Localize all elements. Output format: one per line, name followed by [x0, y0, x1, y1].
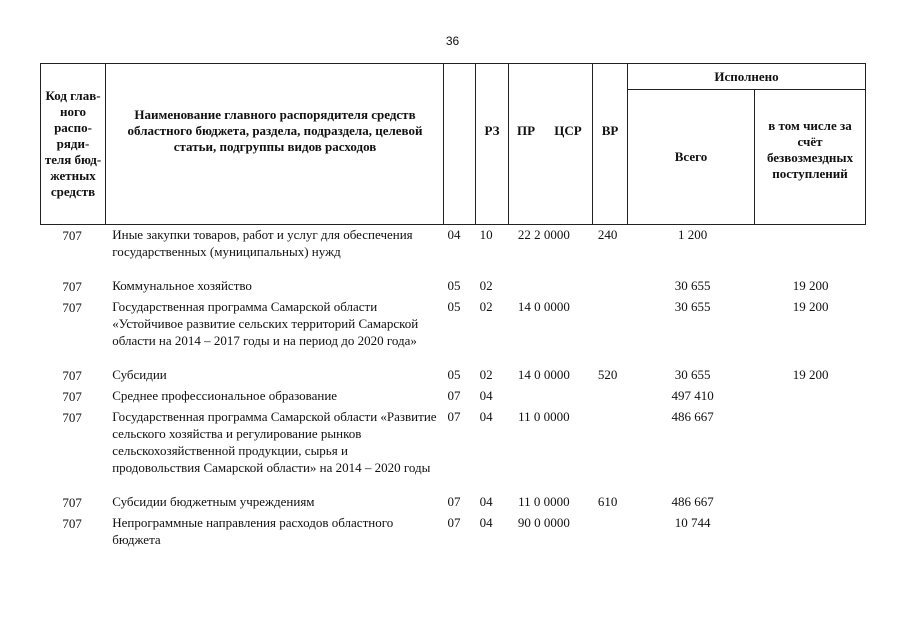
cell-total: 1 200 [677, 227, 708, 242]
table-header [40, 63, 866, 225]
cell-total: 30 655 [674, 278, 711, 293]
cell-csr [502, 387, 585, 405]
table-row [40, 366, 866, 384]
page-number: 36 [445, 34, 460, 48]
cell-rz: 07 [447, 388, 461, 403]
cell-free: 19 200 [792, 278, 829, 293]
cell-csr [502, 277, 585, 295]
cell-pr: 04 [479, 409, 493, 424]
cell-code: 707 [62, 516, 82, 531]
cell-rz: 07 [447, 409, 461, 424]
cell-total: 30 655 [674, 299, 711, 314]
cell-name: Субсидии бюджетным учреждениям [112, 494, 315, 509]
cell-rz: 05 [447, 299, 461, 314]
cell-free [755, 387, 866, 405]
cell-free [755, 408, 866, 476]
header-free: в том числе за счёт безвозмездных поступлений [766, 118, 854, 181]
cell-name: Иные закупки товаров, работ и услуг для обеспечения государственных (муниципальных) нужд [112, 227, 413, 259]
cell-rz: 04 [447, 227, 461, 242]
cell-pr: 04 [479, 388, 493, 403]
header-rz: РЗ [484, 123, 500, 138]
cell-code: 707 [62, 495, 82, 510]
cell-pr: 04 [479, 494, 493, 509]
cell-rz: 05 [447, 367, 461, 382]
header-name: Наименование главного распорядителя средств областного бюджета, раздела, подраздела, целевой статьи, подгруппы видов расходов [127, 107, 423, 154]
table-row [40, 514, 866, 548]
cell-vr: 240 [597, 227, 618, 242]
cell-rz: 07 [447, 515, 461, 530]
cell-vr [585, 387, 629, 405]
table-row [40, 277, 866, 295]
cell-vr: 520 [597, 367, 618, 382]
cell-name: Субсидии [112, 367, 167, 382]
table-body [40, 226, 866, 548]
cell-csr: 11 0 0000 [518, 409, 570, 424]
cell-pr: 02 [479, 299, 493, 314]
cell-name: Государственная программа Самарской области «Развитие сельского хозяйства и регулирование рынков сельскохозяйственной продукции, сырья и продовольствия Самарской области» на 2014 – 2020 годы [112, 409, 437, 475]
cell-vr [585, 408, 629, 476]
cell-total: 486 667 [671, 494, 714, 509]
cell-csr: 90 0 0000 [517, 515, 570, 530]
cell-name: Коммунальное хозяйство [112, 278, 252, 293]
cell-total: 486 667 [671, 409, 714, 424]
header-csr: ЦСР [554, 123, 582, 138]
cell-free: 19 200 [792, 367, 829, 382]
cell-total: 30 655 [674, 367, 711, 382]
header-executed: Исполнено [714, 69, 779, 84]
cell-code: 707 [62, 300, 82, 315]
cell-code: 707 [62, 389, 82, 404]
cell-pr: 02 [479, 278, 493, 293]
cell-free [755, 226, 866, 260]
header-vr: ВР [601, 123, 619, 138]
cell-pr: 04 [479, 515, 493, 530]
cell-vr: 610 [597, 494, 618, 509]
cell-csr: 22 2 0000 [517, 227, 570, 242]
cell-name: Государственная программа Самарской области «Устойчивое развитие сельских территорий Самарской области на 2014 – 2017 годы и на период до 2020 года» [112, 299, 419, 348]
table-row [40, 226, 866, 260]
cell-free [755, 514, 866, 548]
table-row [40, 408, 866, 476]
table-row [40, 493, 866, 511]
table-row [40, 298, 866, 349]
cell-name: Среднее профессиональное образование [112, 388, 338, 403]
cell-vr [585, 277, 629, 295]
cell-code: 707 [62, 228, 82, 243]
cell-rz: 07 [447, 494, 461, 509]
cell-free: 19 200 [792, 299, 829, 314]
cell-total: 497 410 [671, 388, 714, 403]
cell-csr: 14 0 0000 [517, 299, 570, 314]
cell-csr: 14 0 0000 [517, 367, 570, 382]
cell-code: 707 [62, 279, 82, 294]
cell-pr: 02 [479, 367, 493, 382]
table-row [40, 387, 866, 405]
cell-vr [585, 298, 629, 349]
header-pr: ПР [516, 123, 536, 138]
header-code: Код глав-ного распо-ряди-теля бюд-жетных средств [44, 88, 102, 199]
cell-code: 707 [62, 368, 82, 383]
cell-rz: 05 [447, 278, 461, 293]
cell-name: Непрограммные направления расходов областного бюджета [112, 515, 394, 547]
cell-csr: 11 0 0000 [518, 494, 570, 509]
cell-total: 10 744 [674, 515, 711, 530]
cell-code: 707 [62, 410, 82, 425]
cell-free [755, 493, 866, 511]
cell-pr: 10 [479, 227, 493, 242]
cell-vr [585, 514, 629, 548]
header-total: Всего [674, 149, 708, 164]
